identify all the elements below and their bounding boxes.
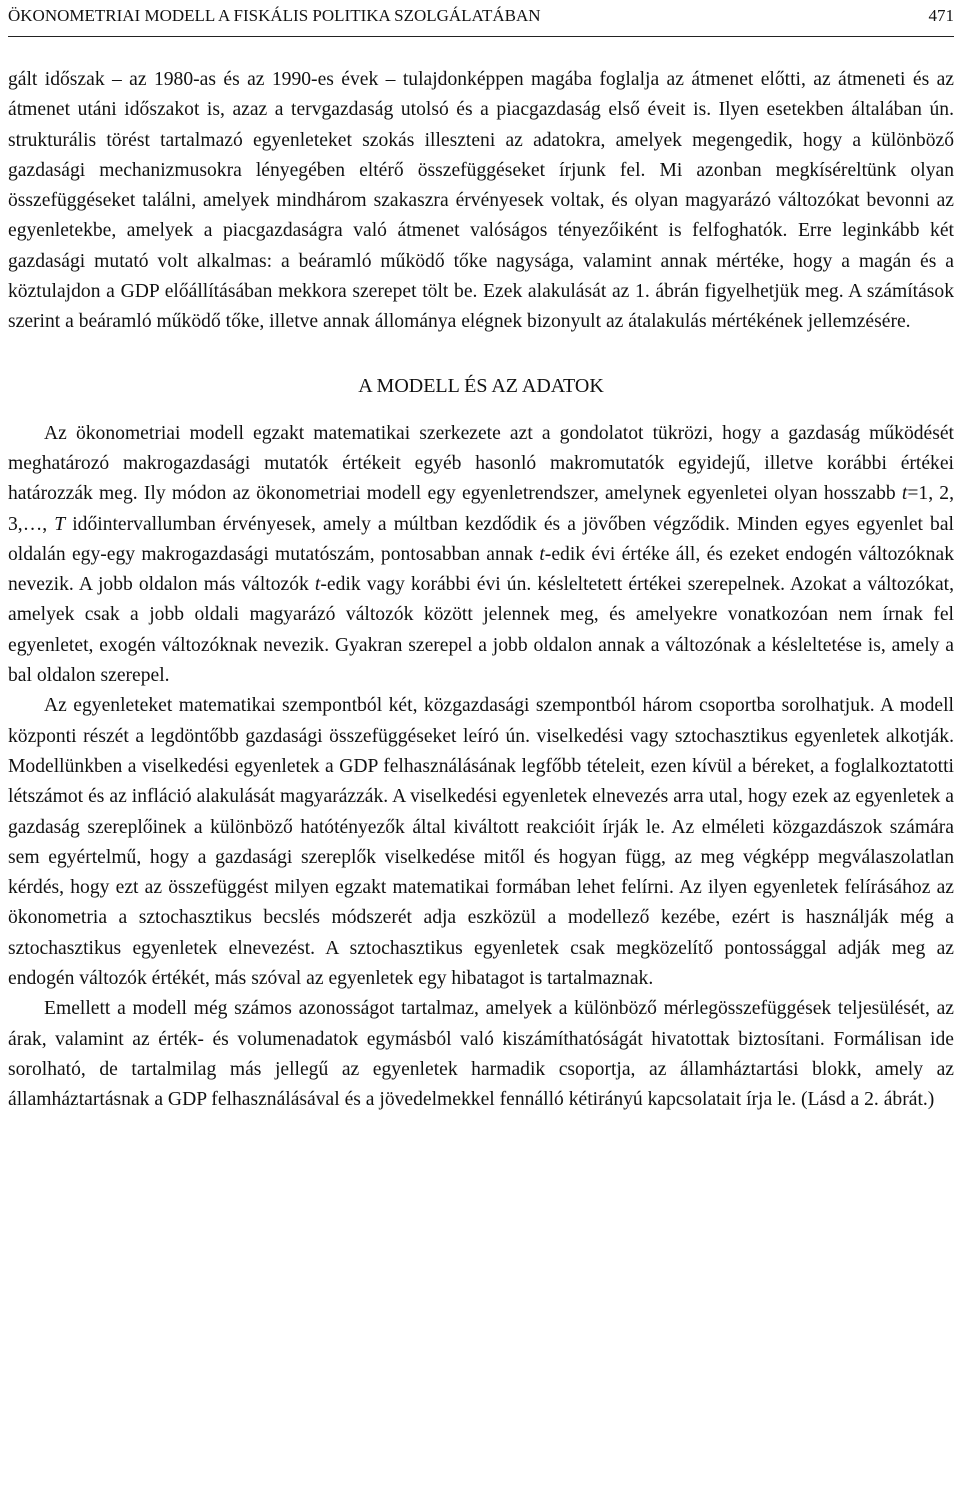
variable-t: t (314, 574, 321, 596)
text-run: Az ökonometriai modell egzakt matematikai szerkezete azt a gondolatot tükrözi, hogy a gazdaság működését meghatározó makrogazdasági mutatók értékeit egyéb hasonló makromutatók egyidejű, illetve korábbi értékei határozzák meg. Ily módon az ökonometriai modell egy egyenletrendszer, amelynek egyenletei olyan hosszabb (8, 422, 954, 505)
text-run: időintervallumban érvényesek, amely a múltban kezdődik és a jövőben végződik. Minden egyes egyenlet bal oldalán egy-egy makrogazdasági mutatószám, pontosabban annak (8, 513, 954, 565)
variable-t: t (901, 483, 908, 505)
page-number: 471 (928, 6, 954, 25)
variable-T: T (54, 513, 66, 535)
text-run: -edik évi értéke áll, és ezeket endogén változóknak nevezik. A jobb oldalon más változók (8, 543, 954, 596)
paragraph-equation-groups: Az egyenleteket matematikai szempontból két, közgazdasági szempontból három csoportba sorolhatjuk. A modell központi részét a legdöntőbb gazdasági összefüggéseket leíró ún. viselkedési vagy sztochasztikus egyenletek alkotják. Modellünkben a viselkedési egyenletek a GDP felhasználásának legfőbb tételeit, ezen kívül a béreket, a foglalkoztatotti létszámot és az infláció alakulását magyarázzák. A viselkedési egyenletek elnevezés arra utal, hogy ezek az egyenletek a gazdaság szereplőinek a különböző hatótényezők által kiváltott reakcióit írják le. Az elméleti közgazdászok számára sem egyértelmű, hogy a gazdasági szereplők viselkedése mitől és hogyan függ, az meg végképp megválaszolatlan kérdés, hogy ezt az összefüggést milyen egzakt matematikai formában lehet felírni. Az ilyen egyenletek felírásához az ökonometria a sztochasztikus becslés módszerét adja eszközül a modellező kezébe, ezért is használják még a sztochasztikus egyenletek elnevezést. A sztochasztikus egyenletek csak megközelítő pontossággal adják meg az endogén változók értékét, más szóval az egyenletek egy hibatagot is tartalmaznak. (8, 695, 954, 990)
paragraph-identities: Emellett a modell még számos azonosságot tartalmaz, amelyek a különböző mérlegösszefüggések teljesülését, az árak, valamint az érték- és volumenadatok egymásból való kiszámíthatóságát hivatottak biztosítani. Formálisan ide sorolható, de tartalmilag más jellegű az egyenletek harmadik csoportja, az államháztartási blokk, amely az államháztartásnak a GDP felhasználásával és a jövedelmekkel fennálló kétirányú kapcsolatait írja le. (Lásd a 2. ábrát.) (8, 998, 954, 1111)
text-run: =1, 2, 3,…, (8, 483, 954, 535)
text-run: -edik vagy korábbi évi ún. késleltetett értékei szerepelnek. Azokat a változókat, amelyek csak a jobb oldali magyarázó változók között jelennek meg, és amelyekre vonatkozóan nem írnak fel egyenletet, exogén változóknak nevezik. Gyakran szerepel a jobb oldalon annak a változónak a késleltetése is, amely a bal oldalon szerepel. (8, 574, 954, 687)
page (8, 0, 954, 1116)
section-heading: A MODELL ÉS AZ ADATOK (358, 374, 604, 397)
body-text (8, 65, 954, 1116)
paragraph-continuation: gált időszak – az 1980-as és az 1990-es évek – tulajdonképpen magába foglalja az átmenet előtti, az átmeneti és az átmenet utáni időszakot is, azaz a tervgazdaság utolsó és a piacgazdaság első éveit is. Ilyen esetekben általában ún. strukturális törést tartalmazó egyenleteket szokás illeszteni az adatokra, amelyek megengedik, hogy a különböző gazdasági mechanizmusokra lényegében eltérő összefüggéseket írjunk fel. Mi azonban megkíséreltünk olyan összefüggéseket találni, amelyek mindhárom szakaszra érvényesek voltak, és olyan magyarázó változókat bevonni az egyenletekbe, amelyek a piacgazdaságra való átmenet valóságos tényezőiként is felfoghatók. Erre leginkább két gazdasági mutató volt alkalmas: a beáramló működő tőke nagysága, valamint annak mértéke, hogy a magán és a köztulajdon a GDP előállításában mekkora szerepet tölt be. Ezek alakulását az 1. ábrán figyelhetjük meg. A számítások szerint a beáramló működő tőke, illetve annak állománya elégnek bizonyult az átalakulás mértékének jellemzésére. (8, 69, 954, 333)
variable-t: t (539, 543, 545, 565)
running-header (8, 0, 954, 37)
paragraph-model-structure (8, 419, 954, 692)
running-title: ÖKONOMETRIAI MODELL A FISKÁLIS POLITIKA SZOLGÁLATÁBAN (8, 6, 541, 25)
